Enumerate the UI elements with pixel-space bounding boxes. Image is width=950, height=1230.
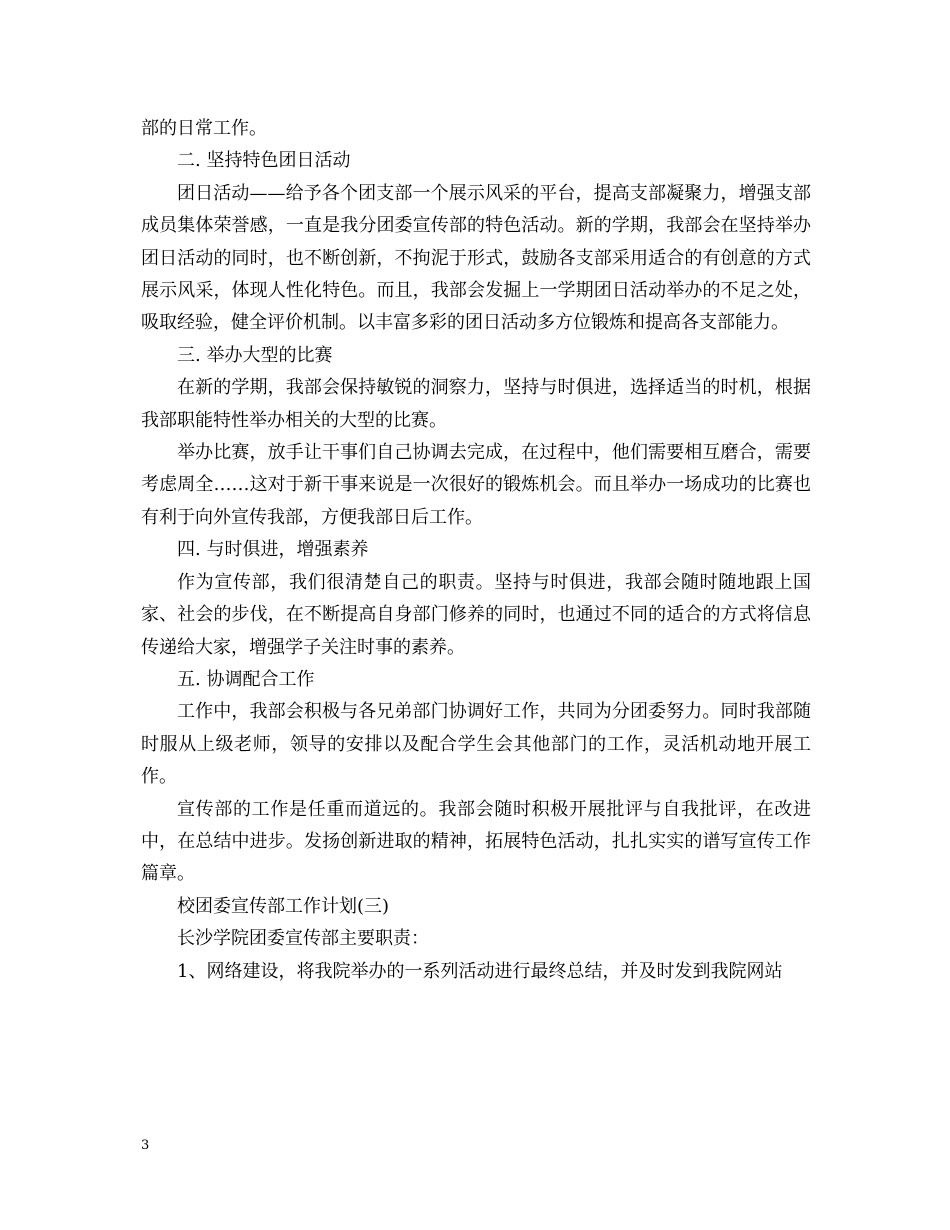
paragraph-continuation: 部的日常工作。 [141, 118, 267, 139]
paragraph: 团日活动——给予各个团支部一个展示风采的平台，提高支部凝聚力，增强支部成员集体荣誉感，一直是我分团委宣传部的特色活动。新的学期，我部会在坚持举办团日活动的同时，也不断创新，不拘泥于形式，鼓励各支部采用适合的有创意的方式展示风采，体现人性化特色。而且，我部会发掘上一学期团日活动举办的不足之处，吸取经验，健全评价机制。以丰富多彩的团日活动多方位锻炼和提高各支部能力。 [141, 182, 811, 334]
section-heading-3: 三. 举办大型的比赛 [177, 344, 333, 366]
plan-title: 校团委宣传部工作计划(三) [177, 895, 390, 917]
paragraph: 举办比赛，放手让干事们自己协调去完成，在过程中，他们需要相互磨合，需要考虑周全……这对于新干事来说是一次很好的锻炼机会。而且举办一场成功的比赛也有利于向外宣传我部，方便我部日后工作。 [141, 442, 811, 528]
list-item: 1、网络建设，将我院举办的一系列活动进行最终总结，并及时发到我院网站 [177, 960, 783, 982]
document-body [141, 113, 811, 988]
paragraph: 作为宣传部，我们很清楚自己的职责。坚持与时俱进，我部会随时随地跟上国家、社会的步伐，在不断提高自身部门修养的同时，也通过不同的适合的方式将信息传递给大家，增强学子关注时事的素养。 [141, 571, 811, 658]
section-heading-4: 四. 与时俱进，增强素养 [177, 539, 369, 561]
section-heading-2: 二. 坚持特色团日活动 [177, 150, 351, 172]
paragraph: 在新的学期，我部会保持敏锐的洞察力，坚持与时俱进，选择适当的时机，根据我部职能特性举办相关的大型的比赛。 [141, 377, 811, 431]
paragraph: 宣传部的工作是任重而道远的。我部会随时积极开展批评与自我批评，在改进中，在总结中进步。发扬创新进取的精神，拓展特色活动，扎扎实实的谱写宣传工作篇章。 [141, 798, 811, 885]
paragraph: 工作中，我部会积极与各兄弟部门协调好工作，共同为分团委努力。同时我部随时服从上级老师，领导的安排以及配合学生会其他部门的工作，灵活机动地开展工作。 [141, 701, 811, 788]
section-heading-5: 五. 协调配合工作 [177, 668, 315, 690]
responsibilities-heading: 长沙学院团委宣传部主要职责： [177, 928, 429, 950]
page-number: 3 [141, 1138, 150, 1153]
